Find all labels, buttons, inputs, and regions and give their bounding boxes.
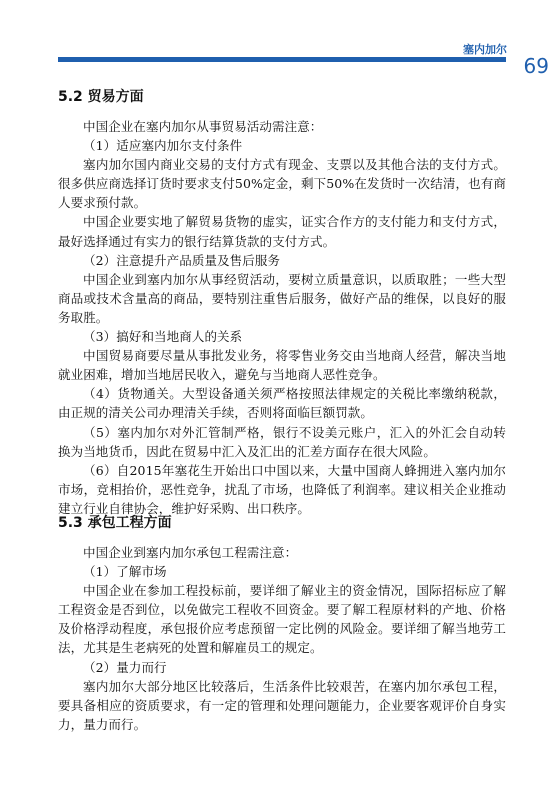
- header-label: 塞内加尔: [463, 43, 507, 56]
- paragraph: （4）货物通关。大型设备通关须严格按照法律规定的关税比率缴纳税款，由正规的清关公司办理清关手续，否则将面临巨额罚款。: [58, 386, 506, 421]
- paragraph: （3）搞好和当地商人的关系: [83, 329, 243, 345]
- paragraph: 中国企业到塞内加尔从事经贸活动，要树立质量意识，以质取胜；一些大型商品或技术含量高的商品，要特别注重售后服务，做好产品的维保，以良好的服务取胜。: [58, 271, 506, 325]
- section-heading-trade: 5.2 贸易方面: [58, 89, 144, 105]
- paragraph: （2）注意提升产品质量及售后服务: [83, 252, 281, 268]
- paragraph: 中国企业要实地了解贸易货物的虚实，证实合作方的支付能力和支付方式，最好选择通过有实力的银行结算货款的支付方式。: [58, 214, 506, 249]
- paragraph: 中国贸易商要尽量从事批发业务，将零售业务交由当地商人经营，解决当地就业困难，增加当地居民收入，避免与当地商人恶性竞争。: [58, 348, 506, 383]
- paragraph: 中国企业在参加工程投标前，要详细了解业主的资金情况，国际招标应了解工程资金是否到位，以免做完工程收不回资金。要了解工程原材料的产地、价格及价格浮动程度，承包报价应考虑预留一定比例的风险金。要详细了解当地劳工法，尤其是生老病死的处置和解雇员工的规定。: [58, 583, 506, 656]
- paragraph: 塞内加尔大部分地区比较落后，生活条件比较艰苦，在塞内加尔承包工程，要具备相应的资质要求，有一定的管理和处理问题能力，企业要客观评价自身实力，量力而行。: [58, 678, 506, 732]
- section-body-contract: [58, 543, 506, 734]
- section-body-trade: [58, 117, 506, 518]
- paragraph: （2）量力而行: [83, 659, 167, 675]
- paragraph: 塞内加尔国内商业交易的支付方式有现金、支票以及其他合法的支付方式。很多供应商选择订货时要求支付50%定金，剩下50%在发货时一次结清，也有商人要求预付款。: [58, 157, 506, 211]
- paragraph: （1）了解市场: [83, 564, 167, 580]
- section-heading-contract: 5.3 承包工程方面: [58, 515, 172, 531]
- paragraph: 中国企业到塞内加尔承包工程需注意：: [83, 545, 298, 560]
- paragraph: （1）适应塞内加尔支付条件: [83, 138, 243, 154]
- paragraph: （6）自2015年塞花生开始出口中国以来，大量中国商人蜂拥进入塞内加尔市场，竞相抬价，恶性竞争，扰乱了市场，也降低了利润率。建议相关企业推动建立行业自律协会，维护好采购、出口秩序。: [58, 462, 506, 516]
- paragraph: 中国企业在塞内加尔从事贸易活动需注意：: [83, 119, 323, 134]
- page-number: 69: [523, 54, 549, 78]
- header-rule: [58, 57, 506, 62]
- paragraph: （5）塞内加尔对外汇管制严格，银行不设美元账户，汇入的外汇会自动转换为当地货币，因此在贸易中汇入及汇出的汇差方面存在很大风险。: [58, 424, 506, 459]
